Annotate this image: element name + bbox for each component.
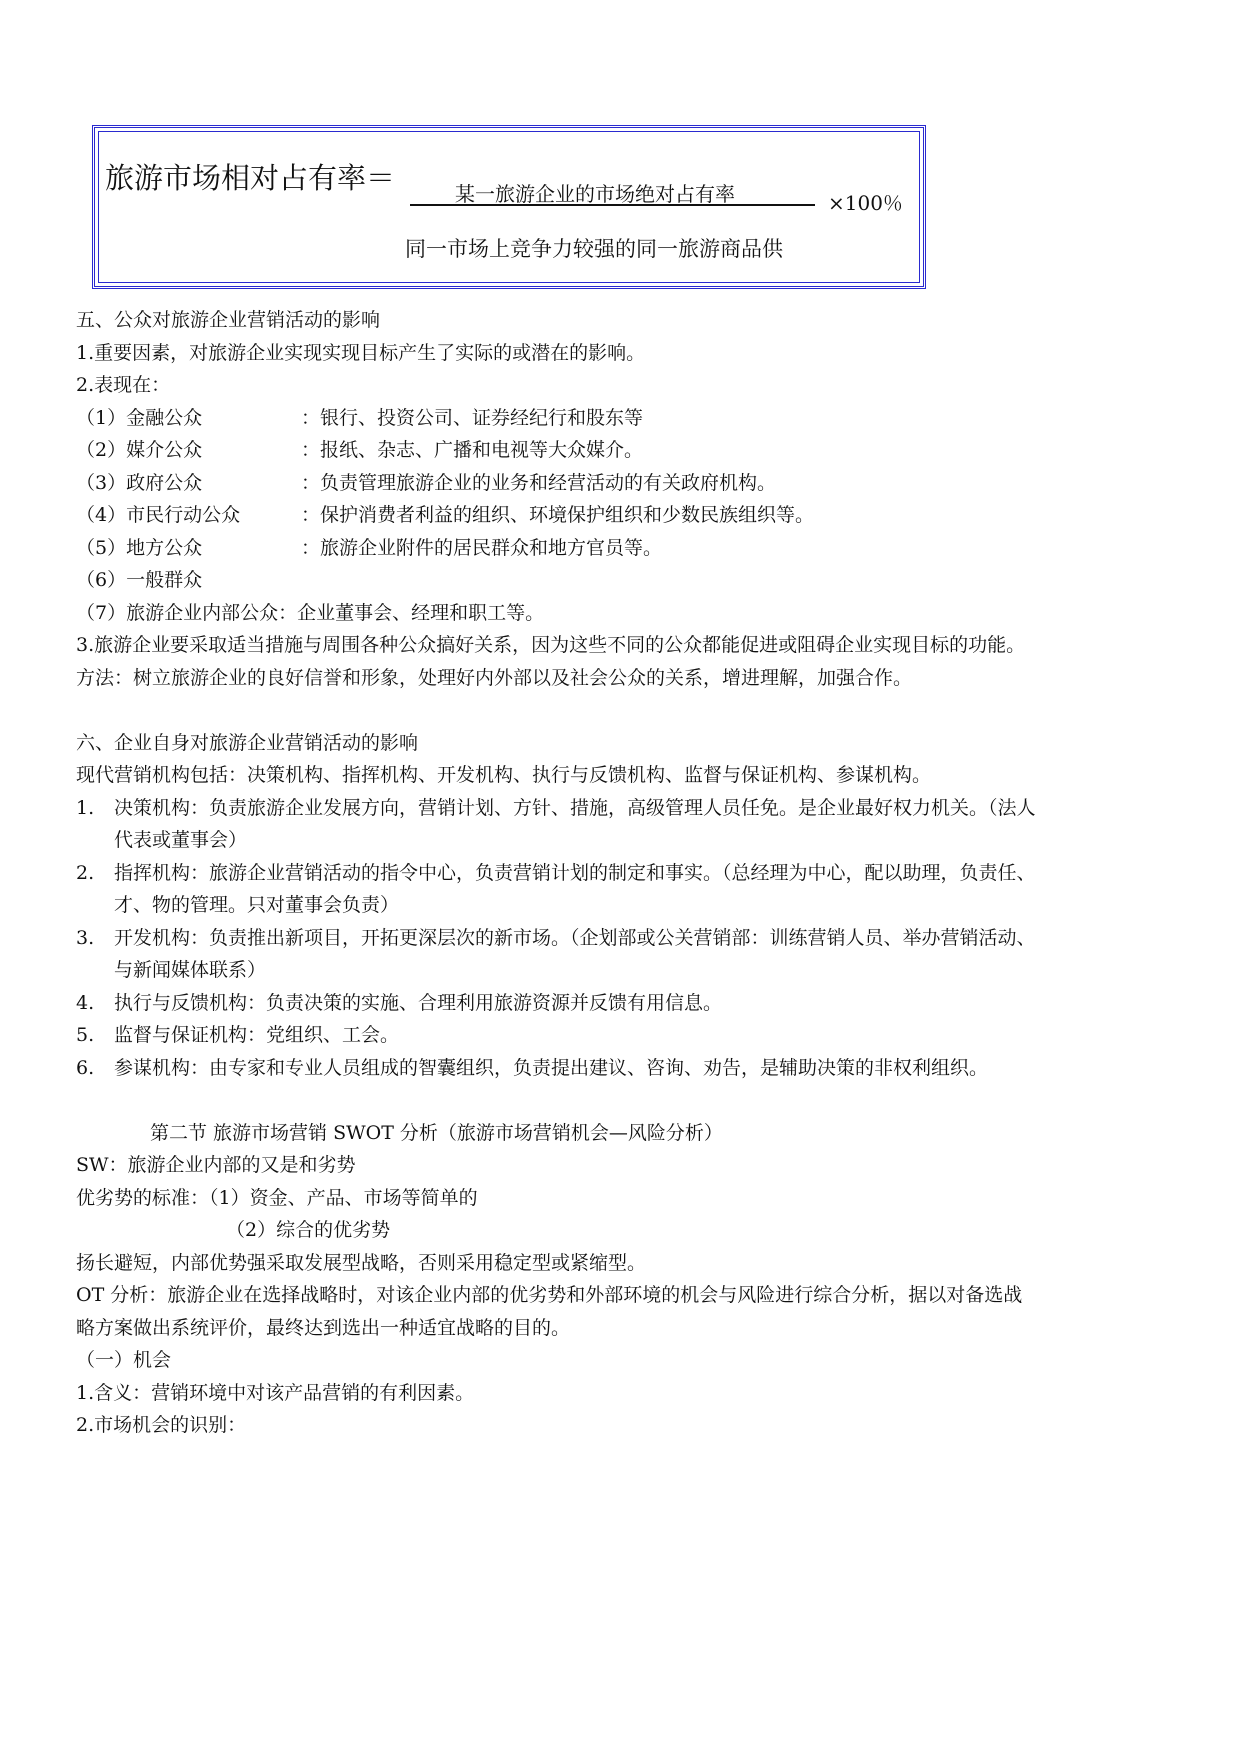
public-item-7: （7）旅游企业内部公众：企业董事会、经理和职工等。 <box>76 602 545 624</box>
org-item <box>76 1056 1196 1080</box>
org-item-number: 6. <box>76 1057 95 1079</box>
public-item-desc: ：银行、投资公司、证券经纪行和股东等 <box>301 407 644 429</box>
org-item-number: 3. <box>76 927 95 949</box>
swot-section-title: 第二节 旅游市场营销 SWOT 分析（旅游市场营销机会—风险分析） <box>150 1122 723 1144</box>
swot-identification: 2.市场机会的识别： <box>76 1414 247 1436</box>
swot-criteria-1: 优劣势的标准：（1）资金、产品、市场等简单的 <box>76 1187 478 1209</box>
formula-box <box>92 125 926 289</box>
org-item <box>76 796 1196 820</box>
section5-p3: 3.旅游企业要采取适当措施与周围各种公众搞好关系，因为这些不同的公众都能促进或阻碍企业实现目标的功能。 <box>76 634 1026 656</box>
public-item-6: （6）一般群众 <box>76 569 203 591</box>
swot-criteria-2: （2）综合的优劣势 <box>226 1219 391 1241</box>
org-item-text: 开发机构：负责推出新项目，开拓更深层次的新市场。（企划部或公关营销部：训练营销人员、举办营销活动、 <box>114 927 1036 949</box>
org-item-number: 1. <box>76 797 95 819</box>
formula-lhs: 旅游市场相对占有率＝ <box>105 161 396 195</box>
swot-strategy: 扬长避短，内部优势强采取发展型战略，否则采用稳定型或紧缩型。 <box>76 1252 647 1274</box>
org-item-text: 决策机构：负责旅游企业发展方向，营销计划、方针、措施，高级管理人员任免。是企业最好权力机关。（法人 <box>114 797 1036 819</box>
section5-title: 五、公众对旅游企业营销活动的影响 <box>76 309 381 331</box>
org-item-number: 4. <box>76 992 95 1014</box>
swot-ot-line1: OT 分析：旅游企业在选择战略时，对该企业内部的优劣势和外部环境的机会与风险进行综合分析，据以对备选战 <box>76 1284 1023 1306</box>
section6-intro: 现代营销机构包括：决策机构、指挥机构、开发机构、执行与反馈机构、监督与保证机构、参谋机构。 <box>76 764 932 786</box>
section5-method: 方法：树立旅游企业的良好信誉和形象，处理好内外部以及社会公众的关系，增进理解，加强合作。 <box>76 667 913 689</box>
section5-p1: 1.重要因素，对旅游企业实现实现目标产生了实际的或潜在的影响。 <box>76 342 646 364</box>
org-item-continuation: 与新闻媒体联系） <box>114 959 267 981</box>
public-item-desc: ：保护消费者利益的组织、环境保护组织和少数民族组织等。 <box>301 504 815 526</box>
formula-denominator: 同一市场上竞争力较强的同一旅游商品供 <box>405 237 783 261</box>
public-item-label: （2）媒介公众 <box>76 439 203 461</box>
org-item-number: 2. <box>76 862 95 884</box>
swot-opportunity-heading: （一）机会 <box>76 1349 172 1371</box>
public-item-desc: ：旅游企业附件的居民群众和地方官员等。 <box>301 537 663 559</box>
public-item-label: （3）政府公众 <box>76 472 203 494</box>
public-item-label: （5）地方公众 <box>76 537 203 559</box>
section5-p2: 2.表现在： <box>76 374 171 396</box>
org-item-number: 5. <box>76 1024 95 1046</box>
swot-ot-line2: 略方案做出系统评价，最终达到选出一种适宜战略的目的。 <box>76 1317 571 1339</box>
org-item-text: 指挥机构：旅游企业营销活动的指令中心，负责营销计划的制定和事实。（总经理为中心，配以助理，负责任、 <box>114 862 1036 884</box>
public-item-label: （1）金融公众 <box>76 407 203 429</box>
org-item <box>76 991 1196 1015</box>
public-item-label: （4）市民行动公众 <box>76 504 241 526</box>
formula-numerator: 某一旅游企业的市场绝对占有率 <box>455 182 735 206</box>
public-item-desc: ：负责管理旅游企业的业务和经营活动的有关政府机构。 <box>301 472 777 494</box>
public-item-desc: ：报纸、杂志、广播和电视等大众媒介。 <box>301 439 644 461</box>
org-item-text: 执行与反馈机构：负责决策的实施、合理利用旅游资源并反馈有用信息。 <box>114 992 723 1014</box>
swot-sw: SW：旅游企业内部的又是和劣势 <box>76 1154 356 1176</box>
org-item-text: 监督与保证机构：党组织、工会。 <box>114 1024 400 1046</box>
fraction-line <box>410 204 815 206</box>
org-item-text: 参谋机构：由专家和专业人员组成的智囊组织，负责提出建议、咨询、劝告，是辅助决策的非权利组织。 <box>114 1057 989 1079</box>
org-item <box>76 926 1196 950</box>
org-item <box>76 861 1196 885</box>
section6-title: 六、企业自身对旅游企业营销活动的影响 <box>76 732 419 754</box>
swot-definition: 1.含义：营销环境中对该产品营销的有利因素。 <box>76 1382 475 1404</box>
org-item <box>76 1023 1196 1047</box>
org-item-continuation: 代表或董事会） <box>114 829 248 851</box>
org-item-continuation: 才、物的管理。只对董事会负责） <box>114 894 400 916</box>
formula-multiplier: ×100％ <box>828 191 903 215</box>
